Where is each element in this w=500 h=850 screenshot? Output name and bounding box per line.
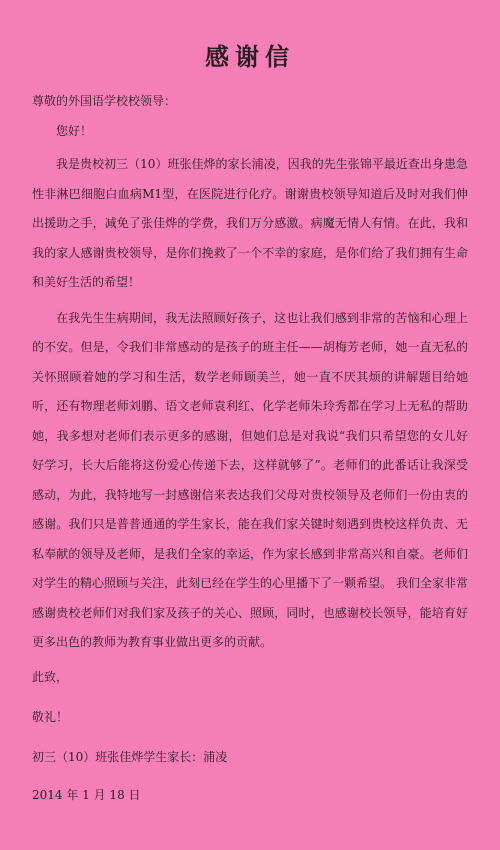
letter-date: 2014 年 1 月 18 日	[32, 787, 141, 802]
letter-closing: 此致，	[32, 669, 69, 684]
letter-signature: 初三（10）班张佳烨学生家长：浦凌	[32, 749, 228, 764]
letter-paragraph-1: 我是贵校初三（10）班张佳烨的家长浦凌，因我的先生张锦平最近查出身患急性非淋巴细胞白血病M1型，在医院进行化疗。谢谢贵校领导知道后及时对我们伸出援助之手，减免了张佳烨的学费，我们万分感激。病魔无情人有情。在此，我和我的家人感谢贵校领导，是你们挽救了一个不幸的家庭，是你们给了我们拥有生命和美好生活的希望！	[32, 157, 468, 289]
letter-regards: 敬礼！	[32, 709, 69, 724]
letter-title: 感谢信	[205, 42, 295, 71]
letter-paragraph-2: 在我先生生病期间，我无法照顾好孩子，这也让我们感到非常的苦恼和心理上的不安。但是，令我们非常感动的是孩子的班主任——胡梅芳老师，她一直无私的关怀照顾着她的学习和生活，数学老师顾美兰，她一直不厌其烦的讲解题目给她听，还有物理老师刘鹏、语文老师袁利红、化学老师朱玲秀都在学习上无私的帮助她，我多想对老师们表示更多的感谢，但她们总是对我说“我们只希望您的女儿好好学习，长大后能将这份爱心传递下去，这样就够了”。老师们的此番话让我深受感动，为此，我特地写一封感谢信来表达我们父母对贵校领导及老师们一份由衷的感谢。我们只是普普通通的学生家长，能在我们家关键时刻遇到贵校这样负责、无私奉献的领导及老师，是我们全家的幸运，作为家长感到非常高兴和自豪。老师们对学生的精心照顾与关注，此刻已经在学生的心里播下了一颗希望。 我们全家非常感谢贵校老师们对我们家及孩子的关心、照顾，同时，也感谢校长领导，能培育好更多出色的教师为教育事业做出更多的贡献。	[32, 310, 468, 649]
letter-salutation: 尊敬的外国语学校校领导：	[32, 94, 177, 108]
letter-greeting: 您好！	[56, 124, 93, 138]
